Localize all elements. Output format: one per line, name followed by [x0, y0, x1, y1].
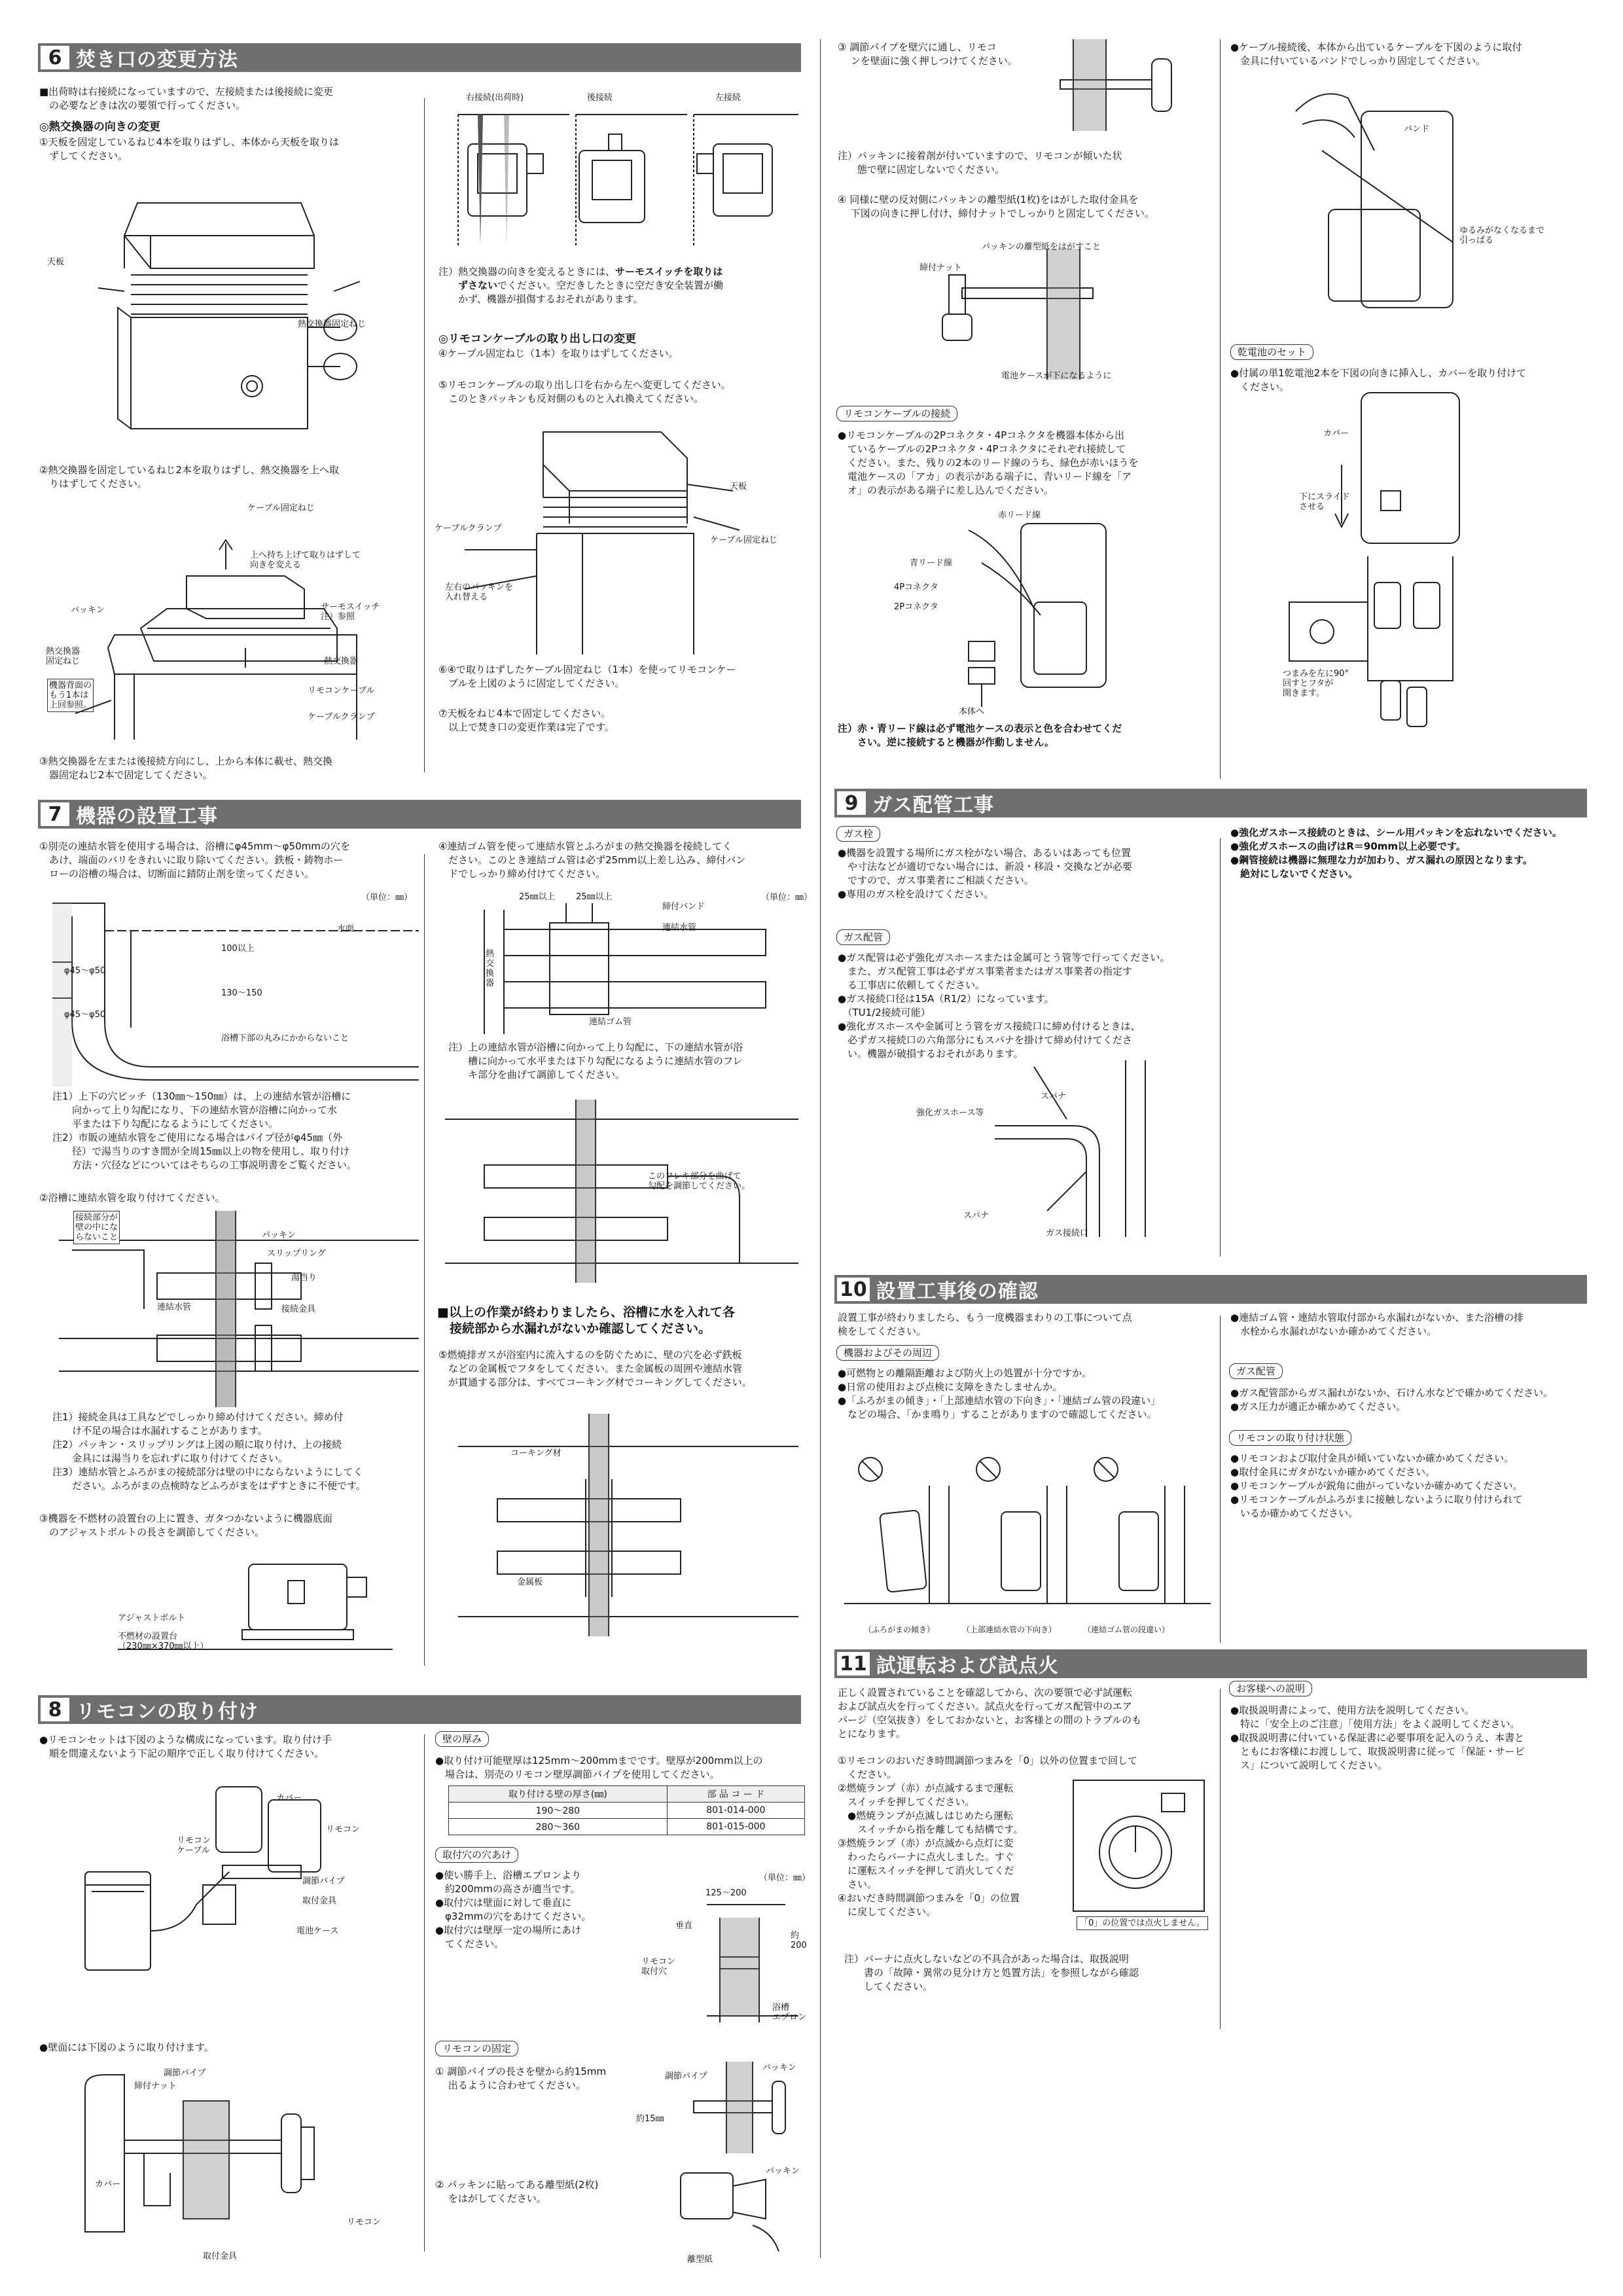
subheading-drilling: 取付穴の穴あけ: [435, 1847, 518, 1863]
label-metal-plate: 金属板: [517, 1577, 543, 1587]
label-cover-2: カバー: [95, 2179, 121, 2189]
label-remote: リモコン: [326, 1825, 361, 1835]
label-heat-exchanger-screw: 熱交換器固定ねじ: [298, 319, 366, 329]
step-5: ⑤リモコンケーブルの取り出し口を右から左へ変更してください。 このときパッキンも反対側のものと入れ換えてください。: [438, 379, 731, 404]
step-4: ④ケーブル固定ねじ（1本）を取りはずしてください。: [438, 348, 679, 359]
note-2: 注1）接続金具は工具などでしっかり締め付けてください。締め付 け不足の場合は水漏れすることがあります。 注2）パッキン・スリップリングは上図の順に取り付け、上の接続 金具には湯当りを忘れずに取り付けてください。 注3）連結水管とふろがまの接続部分は壁の中にならないようにしてく ださい。ふろがまの点検時などふろがまをはずすときに不便です。: [52, 1411, 366, 1492]
fixing-step-4: ④ 同様に壁の反対側にパッキンの離型紙(1枚)をはがした取付金具を 下図の向きに押し付け、締付ナットでしっかりと固定してください。: [838, 194, 1154, 219]
label-battery-case: 電池ケース: [296, 1926, 339, 1936]
label-lift-up: 上へ持ち上げて取りはずして 向きを変える: [250, 550, 361, 570]
unit-label-2: （単位：㎜）: [761, 893, 813, 903]
label-cable-fixing-screw-2: ケーブル固定ねじ: [710, 535, 777, 545]
label-swap-packing: 左右のパッキンを 入れ替える: [445, 583, 513, 602]
section-title: 機器の設置工事: [76, 805, 218, 828]
label-slip-ring: スリップリング: [267, 1249, 326, 1259]
label-remote-cable: リモコン ケーブル: [177, 1836, 211, 1856]
column-divider: [424, 98, 425, 772]
step-7: ⑦天板をねじ4本で固定してください。 以上で焚き口の変更作業は完了です。: [438, 708, 615, 733]
label-adjust-pipe-3: 調節パイプ: [665, 2072, 707, 2081]
caption-tilt: （ふろがまの傾き）: [864, 1625, 935, 1634]
heater-diagram-1: [85, 177, 386, 439]
label-100-or-more: 100以上: [221, 944, 255, 954]
label-approx-200: 約 200: [791, 1931, 807, 1950]
label-rear-screw-note: 機器背面の もう1本は 上回参照。: [47, 679, 94, 712]
label-slide-down: 下にスライド させる: [1299, 492, 1350, 512]
cable-band-diagram: [1283, 72, 1466, 321]
step-3: ③機器を不燃材の設置台の上に置き、ガタつかないように機器底面 のアジャストボルトの長さを調節してください。: [39, 1513, 332, 1538]
step-1: ①別売の連結水管を使用する場合は、浴槽にφ45mm～φ50mmの穴を あけ、端面のバリをきれいに取り除いてください。鉄板・鋳物ホー ローの浴槽の場合は、切断面に錆防止剤を塗ってください。: [39, 840, 350, 880]
subheading-remote-check: リモコンの取り付け状態: [1229, 1430, 1351, 1446]
label-water-guard: 湯当り: [291, 1273, 317, 1283]
fixing-step-2: ② パッキンに貼ってある離型紙(2枚) をはがしてください。: [435, 2179, 599, 2204]
gas-connection-diagram: [995, 1060, 1152, 1237]
caulking-diagram: [458, 1414, 798, 1636]
subheading-heat-exchanger: ◎熱交換器の向きの変更: [39, 120, 160, 134]
label-thermo-switch: サーモスイッチ 注）参照: [321, 602, 380, 622]
wall-thickness-table: [448, 1785, 805, 1835]
step-3: ③熱交換器を左または後接続方向にし、上から本体に載せ、熱交換 器固定ねじ2本で固定してください。: [39, 755, 333, 781]
table-cell: 190～280: [449, 1803, 668, 1819]
section-number: 9: [837, 791, 866, 815]
note-3: 注）上の連結水管が浴槽に向かって上り勾配に、下の連結水管が浴 槽に向かって水平または下り勾配になるように連結水管のフレ キ部分を曲げて調節してください。: [448, 1041, 743, 1081]
label-phi-lower: φ45～φ50: [64, 1010, 106, 1020]
label-caulking: コーキング材: [510, 1448, 562, 1458]
label-2p-connector: 2Pコネクタ: [894, 602, 938, 612]
caption-pipe-down: （上部連結水管の下向き）: [962, 1625, 1057, 1634]
column-divider: [1220, 39, 1221, 779]
label-gas-port: ガス接続口: [1046, 1229, 1089, 1238]
cable-connection-diagram: [929, 511, 1139, 707]
gas-piping-text: ●ガス配管は必ず強化ガスホースまたは金属可とう管等で行ってください。 また、ガス配管工事は必ずガス事業者またはガス事業者の指定す る工事店に依頼してください。 ●ガス接続口径は15A（R1/2）になっています。 （TU1/2接続可能） ●強化ガスホースや金属可とう管をガス接続口に締め付けるときは、 必ずガス接続口の六角部分にもスパナを掛けて締め付けてくださ い。機器が破損するおそれがあります。: [838, 952, 1170, 1060]
label-packing: パッキン: [71, 605, 105, 615]
table-header: 取り付ける壁の厚さ(㎜): [449, 1786, 668, 1803]
note-text: 注）熱交換器の向きを変えるときには、: [438, 266, 616, 278]
flex-pipe-diagram: [445, 1100, 798, 1283]
gas-cock-text: ●機器を設置する場所にガス栓がない場合、あるいはあっても位置 や寸法などが適切でない場合には、新設・移設・交換などが必要 ですので、ガス事業者にご相談ください。 ●専用のガス栓を設けてください。: [838, 847, 1133, 900]
equipment-text: ●可燃物との離隔距離および防火上の処置が十分ですか。 ●日常の使用および点検に支障をきたしませんか。 ●「ふろがまの傾き」・「上部連結水管の下向き」・「連結ゴム管の段違い」 などの場合、「かま鳴り」することがありますので確認してください。: [838, 1367, 1161, 1420]
label-spanner: スパナ: [1041, 1092, 1067, 1102]
label-top-panel-2: 天板: [730, 482, 747, 492]
section-9-header: [834, 789, 1587, 817]
section-number: 10: [837, 1278, 870, 1301]
bad-install-examples: [844, 1453, 1211, 1623]
label-adjust-bolt: アジャストボルト: [118, 1613, 186, 1623]
section-11-header: [834, 1649, 1587, 1678]
step-2: ②浴槽に連結水管を取り付けてください。: [39, 1192, 225, 1204]
gas-check-text: ●ガス配管部からガス漏れがないか、石けん水などで確かめてください。 ●ガス圧力が適正か確かめてください。: [1230, 1387, 1554, 1412]
subheading-gas-cock: ガス栓: [836, 826, 880, 842]
remote-check-text: ●リモコンおよび取付金具が傾いていないか確かめてください。 ●取付金具にガタがないか確かめてください。 ●リモコンケーブルが鋭角に曲がっていないか確かめてください。 ●リモコンケーブルがふろがまに接触しないように取り付けられて いるか確かめてください。: [1230, 1452, 1523, 1519]
remote-set-intro: ●リモコンセットは下図のような構成になっています。取り付け手 順を間違えないよう下記の順序で正しく取り付けてください。: [39, 1734, 332, 1759]
test-run-note: 注）バーナに点火しないなどの不具合があった場合は、取扱説明 書の「故障・異常の見分け方と処置方法」を参照しながら確認 してください。: [844, 1953, 1139, 1992]
label-band: バンド: [1404, 124, 1430, 134]
customer-text: ●取扱説明書によって、使用方法を説明してください。 特に「安全上のご注意」「使用方法」をよく説明してください。 ●取扱説明書に付いている保証書に必要事項を記入のうえ、本書と ともにお客様にお渡しして、取扱説明書に従って「保証・サービ ス」について説明してください。: [1230, 1704, 1525, 1771]
gas-hose-notes: ●強化ガスホース接続のときは、シール用パッキンを忘れないでください。 ●強化ガスホースの曲げはR＝90mm以上必要です。 ●鋼管接続は機器に無理な力が加わり、ガス漏れの原因となります。 絶対にしないでください。: [1230, 827, 1562, 880]
label-adjust-pipe: 調節パイプ: [302, 1876, 345, 1886]
label-cable-clamp-2: ケーブルクランプ: [435, 524, 502, 533]
label-approx-15mm: 約15㎜: [636, 2114, 664, 2124]
label-knob-rotate: つまみを左に90° 回すとフタが 開きます。: [1283, 669, 1349, 698]
column-divider: [1220, 838, 1221, 1257]
label-125-200: 125～200: [705, 1888, 747, 1898]
label-tightening-nut: 締付ナット: [134, 2081, 177, 2091]
label-zero-position: 「0」の位置では点火しません。: [1077, 1916, 1208, 1930]
step-1: ①天板を固定しているねじ4本を取りはずし、本体から天板を取りは ずしてください。: [39, 136, 339, 162]
section-10-header: [834, 1275, 1587, 1304]
battery-set-text: ●付属の単1乾電池2本を下図の向きに挿入し、カバーを取り付けて ください。: [1230, 367, 1527, 393]
label-remote-2: リモコン: [347, 2217, 382, 2227]
leak-check-text: ●連結ゴム管・連結水管取付部から水漏れがないか、また浴槽の排 水栓から水漏れがないか確かめてください。: [1230, 1312, 1524, 1337]
section-6-header: [38, 43, 801, 72]
battery-set-diagram: [1283, 393, 1479, 759]
label-tub-curve: 浴槽下部の丸みにかからないこと: [221, 1033, 349, 1043]
fixing-step-3: ③ 調節パイプを壁穴に通し、リモコ ンを壁面に強く押しつけてください。: [838, 41, 1018, 67]
section-6-intro: ■出荷時は右接続になっていますので、左接続または後接続に変更 の必要などきは次の要領で行ってください。: [39, 86, 333, 111]
column-divider: [424, 1734, 425, 2251]
test-run-intro: 正しく設置されていることを確認してから、次の要領で必ず試運転 および試点火を行ってください。試点火を行ってガス配管中のエア パージ（空気抜き）をしておかないと、お客様との間のトラブルのも とになります。: [838, 1687, 1142, 1740]
note-text: 注）赤・青リード線は必ず電池ケースの表示と色を合わせてくだ さい。逆に接続すると機器が作動しません。: [838, 723, 1122, 748]
note-1: 注1）上下の穴ピッチ（130㎜～150㎜）は、上の連結水管が浴槽に 向かって上り勾配になり、下の連結水管が浴槽に向かって水 平または下り勾配になるようにしてください。 注2）市販の連結水管をご使用になる場合はパイプ径がφ45㎜（外 径）で湯当りのすき間が全周15㎜以上の物を使用し、取り付け 方法・穴径などについてはそちらの工事説明書をご覧ください。: [52, 1090, 357, 1171]
label-packing: パッキン: [262, 1230, 296, 1240]
label-130-150: 130～150: [221, 988, 262, 998]
subheading-remote-fixing: リモコンの固定: [435, 2041, 518, 2056]
label-4p-connector: 4Pコネクタ: [894, 583, 938, 592]
label-packing-3: パッキン: [762, 2063, 796, 2073]
label-tightening-nut-2: 締付ナット: [919, 263, 962, 273]
label-blue-lead: 青リード線: [910, 558, 953, 568]
label-release-paper: 離型紙: [687, 2255, 713, 2265]
connection-direction-diagram: [452, 88, 805, 252]
label-red-lead: 赤リード線: [998, 511, 1041, 520]
label-remote-cable: リモコンケーブル: [308, 686, 375, 696]
label-cable-fixing-screw: ケーブル固定ねじ: [247, 503, 315, 513]
fixing-step-1: ① 調節パイプの長さを壁から約15mm 出るように合わせてください。: [435, 2066, 607, 2091]
label-to-unit: 本体へ: [959, 707, 985, 717]
cable-connection-text: ●リモコンケーブルの2Pコネクタ・4Pコネクタを機器本体から出 ているケーブルの2Pコネクタ・4Pコネクタにそれぞれ接続して ください。また、残りの2本のリード線のうち、緑色が赤いほうを 電池ケースの「アカ」の表示がある端子に、青いリード線を「ア オ」の表示がある端子に差し込んでください。: [838, 429, 1139, 496]
section-title: 設置工事後の確認: [876, 1280, 1039, 1303]
label-reinforced-hose: 強化ガスホース等: [916, 1108, 984, 1118]
label-heat-exchanger-screw-2: 熱交換器 固定ねじ: [46, 647, 80, 666]
note-text: でください。空だきしたときに空だき安全装置が働 かず、機器が損傷するおそれがあります。: [458, 279, 724, 305]
test-run-steps: ①リモコンのおいだき時間調節つまみを「0」以外の位置まで回して ください。 ②燃焼ランプ（赤）が点滅するまで運転 スイッチを押してください。 ●燃焼ランプが点滅しはじめたら運転 スイッチから指を離しても結構です。 ③燃焼ランプ（赤）が点滅から点灯に変 わったらバーナに点火しました。すぐ に運転スイッチを押して消火してくだ さい。 ④おいだき時間調節つまみを「0」の位置 に戻してください。: [838, 1755, 1137, 1918]
subheading-cable-outlet: ◎リモコンケーブルの取り出し口の変更: [438, 332, 636, 346]
table-cell: 280～360: [449, 1819, 668, 1835]
step-5: ⑤燃焼排ガスが浴室内に流入するのを防ぐために、壁の穴を必ず鉄板 などの金属板でフタをしてください。また金属板の周囲や連結水管 が貫通する部分は、すべてコーキング材でコーキングしてください。: [438, 1349, 752, 1388]
label-remove-release-paper: パッキンの離型紙をはがすこと: [982, 242, 1101, 252]
note-5: [838, 722, 1122, 749]
section-title: ガス配管工事: [872, 794, 994, 817]
section-title: 焚き口の変更方法: [76, 48, 238, 71]
label-mounting-bracket: 取付金具: [302, 1896, 337, 1906]
column-divider: [1220, 1316, 1221, 1643]
remote-dial-diagram: [1073, 1780, 1204, 1911]
subheading-cable-connection: リモコンケーブルの接続: [836, 406, 957, 422]
table-header: 部 品 コ ー ド: [667, 1786, 804, 1803]
note-4: 注）パッキンに接着剤が付いていますので、リモコンが傾いた状 態で壁に固定しないでください。: [838, 150, 1122, 175]
unit-label: （単位：㎜）: [361, 893, 413, 903]
column-divider: [1220, 1689, 1221, 2029]
label-pull-tight: ゆるみがなくなるまで 引っぱる: [1459, 226, 1545, 245]
label-rear-connection: 後接続: [587, 93, 613, 103]
column-divider: [820, 39, 821, 2258]
label-spanner-2: スパナ: [963, 1211, 990, 1221]
label-left-connection: 左接続: [715, 93, 741, 103]
label-rubber-hose: 連結ゴム管: [589, 1017, 632, 1027]
remote-press-diagram: [1060, 39, 1211, 131]
label-25mm-b: 25㎜以上: [576, 892, 613, 902]
section-number: 7: [41, 802, 69, 826]
caption-hose-step: （連結ゴム管の段違い）: [1083, 1625, 1170, 1634]
label-mounting-bracket-2: 取付金具: [203, 2251, 238, 2261]
unit-label-3: （単位：㎜）: [759, 1873, 811, 1883]
label-cover-3: カバー: [1323, 429, 1349, 439]
warning-water-leak: ■以上の作業が終わりましたら、浴槽に水を入れて各 接続部から水漏れがないか確認してください。: [437, 1305, 735, 1336]
column-divider: [424, 854, 425, 1666]
label-packing-4: パッキン: [766, 2166, 800, 2176]
table-cell: 801-015-000: [667, 1819, 804, 1835]
label-remote-hole: リモコン 取付穴: [641, 1957, 676, 1977]
subheading-gas-piping: ガス配管: [836, 929, 890, 945]
label-phi-upper: φ45～φ50: [64, 966, 106, 976]
subheading-equipment: 機器およびその周辺: [836, 1345, 939, 1361]
subheading-wall-thickness: 壁の厚み: [435, 1731, 489, 1747]
label-right-connection: 右接続(出荷時): [466, 93, 524, 103]
label-flex-bend: このフレキ部分を曲げて 勾配を調節してください。: [648, 1172, 751, 1191]
section-title: リモコンの取り付け: [76, 1700, 259, 1723]
label-top-panel: 天板: [47, 257, 65, 267]
label-cable-clamp: ケーブルクランプ: [308, 712, 375, 722]
label-heat-exchanger-vertical: 熱 交 換 器: [486, 949, 495, 988]
label-connecting-pipe: 連結水管: [157, 1302, 192, 1312]
wall-thickness-text: ●取り付け可能壁厚は125mm～200mmまでです。壁厚が200mm以上の 場合は、別売のリモコン壁厚調節パイプを使用してください。: [435, 1755, 763, 1780]
label-connecting-pipe-2: 連結水管: [662, 923, 697, 933]
label-connection-fitting: 接続金具: [281, 1304, 316, 1314]
label-battery-case-down: 電池ケースが下になるように: [1001, 371, 1112, 381]
step-2: ②熱交換器を固定しているねじ2本を取りはずし、熱交換器を上へ取 りはずしてください。: [39, 464, 339, 490]
label-vertical: 垂直: [675, 1921, 693, 1931]
check-intro: 設置工事が終わりましたら、もう一度機器まわりの工事について点 検をしてください。: [838, 1312, 1132, 1337]
label-tightening-band: 締付バンド: [662, 902, 705, 912]
drilling-text: ●使い勝手上、浴槽エプロンより 約200mmの高さが適当です。 ●取付穴は壁面に対して垂直に φ32mmの穴をあけてください。 ●取付穴は壁厚一定の場所にあけ てください。: [435, 1869, 592, 1950]
label-water-surface: 水面: [337, 924, 355, 934]
label-tub-apron: 浴槽 エプロン: [772, 2003, 807, 2022]
cable-fixing-text: ●ケーブル接続後、本体から出ているケーブルを下図のように取付 金具に付いているバンドでしっかり固定してください。: [1230, 41, 1522, 67]
label-heat-exchanger: 熱交換器: [324, 656, 359, 666]
section-8-header: [38, 1695, 801, 1724]
note-thermo-switch: [438, 265, 723, 306]
section-number: 8: [41, 1698, 69, 1721]
rubber-hose-diagram: [484, 903, 785, 1041]
label-non-combustible-base: 不燃材の設置台 （230㎜×370㎜以上）: [118, 1632, 209, 1651]
table-cell: 801-014-000: [667, 1803, 804, 1819]
label-joint-not-in-wall: 接続部分が 壁の中にな らないこと: [73, 1211, 120, 1244]
wall-mounting-note: ●壁面には下図のように取り付けます。: [39, 2041, 214, 2053]
subheading-battery-set: 乾電池のセット: [1230, 344, 1313, 360]
subheading-gas-check: ガス配管: [1229, 1363, 1283, 1379]
section-number: 6: [41, 46, 69, 69]
step-4: ④連結ゴム管を使って連結水管とふろがまの熱交換器を接続してく ださい。このとき連結ゴム管は必ず25mm以上差し込み、締付バン ドでしっかり締め付けてください。: [438, 840, 746, 880]
adjust-bolt-diagram: [118, 1551, 393, 1669]
note-emphasis: サーモスイッチを取りは ずさない: [458, 266, 723, 291]
label-adjust-pipe-2: 調節パイプ: [164, 2068, 206, 2078]
label-25mm-a: 25㎜以上: [519, 892, 556, 902]
section-title: 試運転および試点火: [876, 1655, 1059, 1677]
section-number: 11: [837, 1652, 870, 1676]
heater-diagram-2: [49, 504, 416, 746]
subheading-customer: お客様への説明: [1229, 1681, 1312, 1696]
label-cover: カバー: [276, 1793, 302, 1803]
step-6: ⑥④で取りはずしたケーブル固定ねじ（1本）を使ってリモコンケー ブルを上図のように固定してください。: [438, 664, 736, 689]
section-7-header: [38, 800, 801, 829]
